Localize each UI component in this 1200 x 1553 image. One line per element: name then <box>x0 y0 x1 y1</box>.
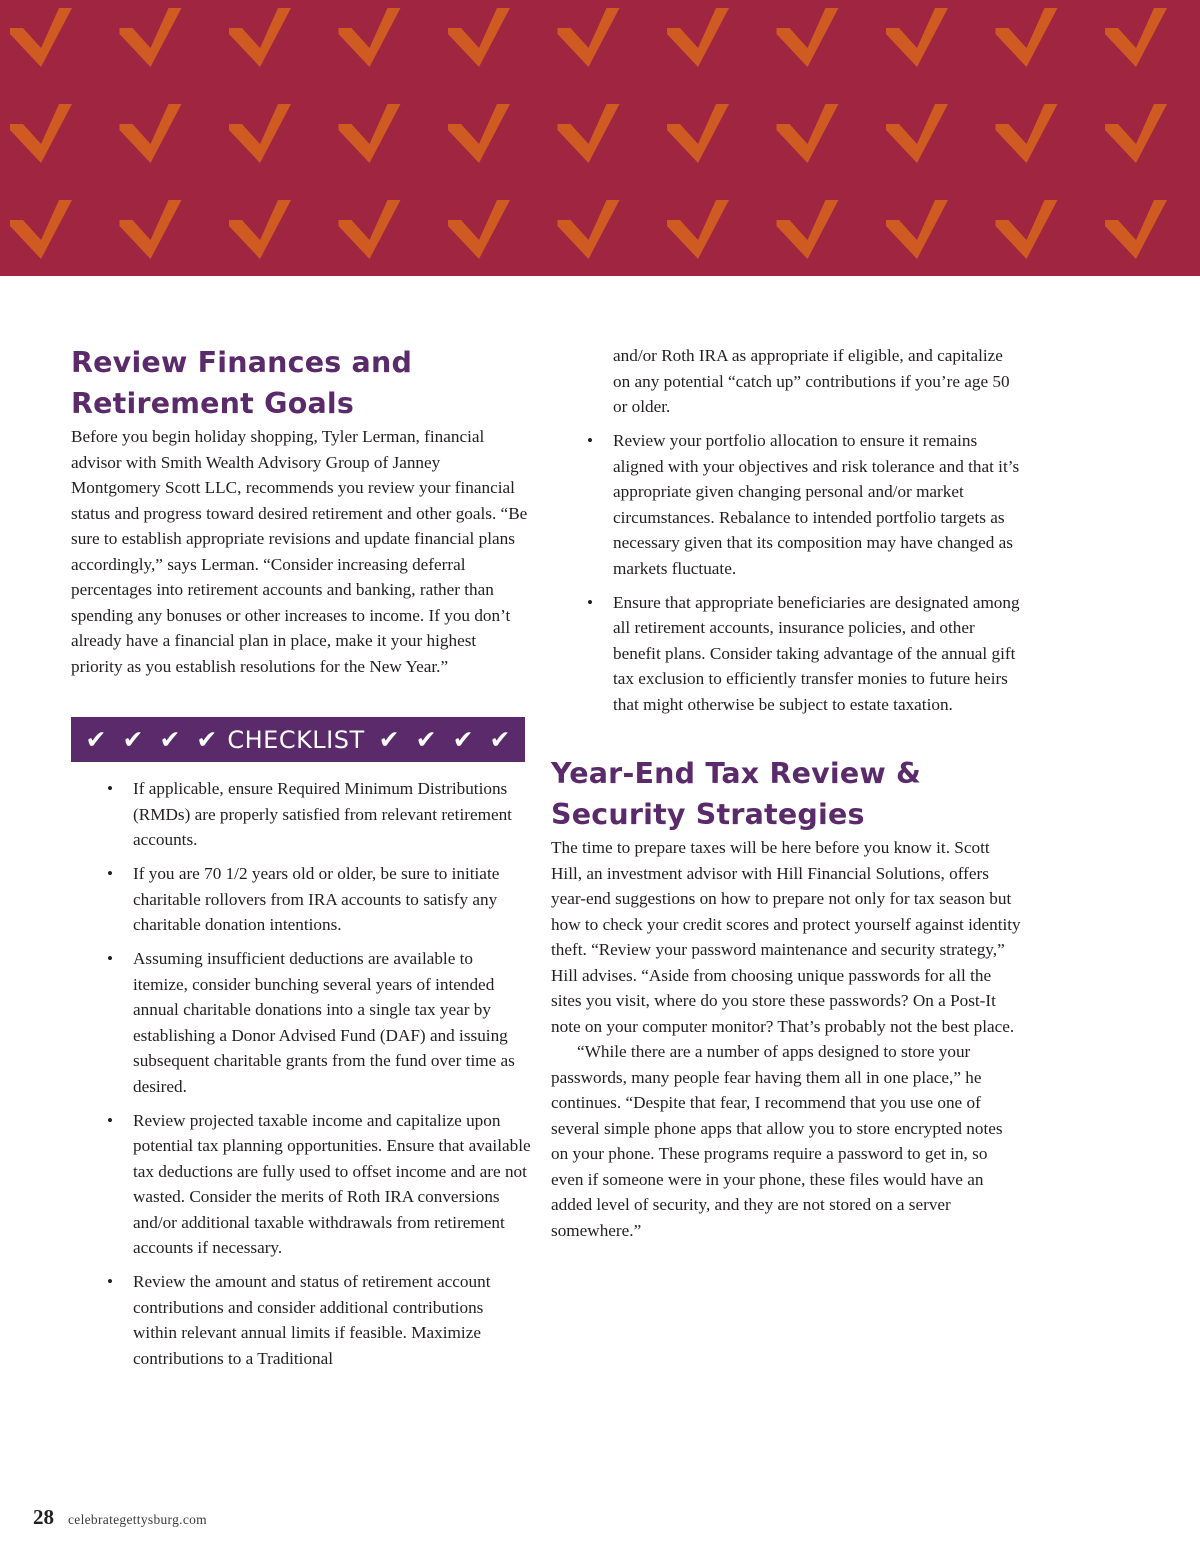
list-item: • Assuming insufficient deductions are available to itemize, consider bunching several years of intended annual charitable donations into a single tax year by establishing a Donor Advised Fund (DAF) and issuing subsequent charitable grants from the fund over time as desired. <box>71 946 531 1099</box>
finances-body: Before you begin holiday shopping, Tyler Lerman, financial advisor with Smith Wealth Advisory Group of Janney Montgomery Scott LLC, recommends you review your financial status and progress toward desired retirement and other goals. “Be sure to establish appropriate revisions and update financial plans accordingly,” says Lerman. “Consider increasing deferral percentages into retirement accounts and banking, rather than spending any bonuses or other increases to income. If you don’t already have a financial plan in place, make it your highest priority as you establish resolutions for the New Year.” <box>71 427 528 676</box>
check-chevron-icon <box>229 8 291 67</box>
finances-heading: Review Finances and Retirement Goals <box>71 346 413 420</box>
check-chevron-icon <box>558 200 620 259</box>
checklist-list-right <box>551 428 1021 717</box>
check-chevron-icon <box>1105 200 1167 259</box>
check-chevron-icon <box>886 200 948 259</box>
check-chevron-icon <box>10 200 72 259</box>
check-chevron-icon <box>996 104 1058 163</box>
list-item: • Review projected taxable income and capitalize upon potential tax planning opportunities. Ensure that available tax deductions are fully used to offset income and are not wasted. Consider the merits of Roth IRA conversions and/or additional taxable withdrawals from retirement accounts if necessary. <box>71 1108 531 1261</box>
check-chevron-icon <box>10 104 72 163</box>
page-footer <box>33 1505 207 1530</box>
check-chevron-icon <box>886 104 948 163</box>
check-chevron-icon <box>339 200 401 259</box>
checklist-label: CHECKLIST <box>227 725 365 754</box>
check-chevron-icon <box>1105 104 1167 163</box>
checkmark-icon: ✔ <box>159 725 181 754</box>
check-chevron-icon <box>777 200 839 259</box>
check-chevron-icon <box>120 200 182 259</box>
tax-paragraph-2: “While there are a number of apps designed to store your passwords, many people fear having them all in one place,” he continues. “Despite that fear, I recommend that you use one of several simple phone apps that allow you to store encrypted notes on your phone. These programs require a password to get in, so even if someone were in your phone, these files would have an added level of security, and they are not stored on a server somewhere.” <box>551 1042 1003 1240</box>
check-chevron-icon <box>667 104 729 163</box>
check-chevron-icon <box>120 104 182 163</box>
left-column <box>71 342 531 1380</box>
checkmark-icon: ✔ <box>378 725 400 754</box>
page-number: 28 <box>33 1505 54 1529</box>
checkmark-icon: ✔ <box>122 725 144 754</box>
check-chevron-icon <box>448 200 510 259</box>
check-chevron-icon <box>667 8 729 67</box>
check-chevron-icon <box>558 8 620 67</box>
bullet-icon: • <box>587 431 594 450</box>
check-chevron-icon <box>558 104 620 163</box>
list-item: • Review your portfolio allocation to ensure it remains aligned with your objectives and risk tolerance and that it’s appropriate given changing personal and/or market circumstances. Rebalance to intended portfolio targets as necessary given that its composition may have changed as markets fluctuate. <box>551 428 1021 581</box>
checkmark-icon: ✔ <box>415 725 437 754</box>
check-chevron-icon <box>667 200 729 259</box>
bullet-icon: • <box>107 864 114 883</box>
tax-heading: Year-End Tax Review & Security Strategies <box>551 757 922 831</box>
list-item: • Review the amount and status of retirement account contributions and consider additional contributions within relevant annual limits if feasible. Maximize contributions to a Traditional <box>71 1269 531 1371</box>
check-chevron-icon <box>229 104 291 163</box>
bullet-icon: • <box>587 592 594 612</box>
check-chevron-icon <box>229 200 291 259</box>
check-chevron-icon <box>10 8 72 67</box>
check-chevron-icon <box>777 104 839 163</box>
bullet-icon: • <box>107 1272 114 1291</box>
list-item: • If you are 70 1/2 years old or older, be sure to initiate charitable rollovers from IRA accounts to satisfy any charitable donation intentions. <box>71 861 531 938</box>
bullet-icon: • <box>107 949 114 968</box>
check-chevron-icon <box>120 8 182 67</box>
list-item: • If applicable, ensure Required Minimum Distributions (RMDs) are properly satisfied from relevant retirement accounts. <box>71 776 531 853</box>
checkmark-icon: ✔ <box>85 725 107 754</box>
chevron-pattern <box>0 0 1200 276</box>
bullet-icon: • <box>107 1110 114 1130</box>
list-item: • Ensure that appropriate beneficiaries are designated among all retirement accounts, insurance policies, and other benefit plans. Consider taking advantage of the annual gift tax exclusion to efficiently transfer monies to future heirs that might otherwise be subject to estate taxation. <box>551 590 1021 718</box>
check-chevron-icon <box>777 8 839 67</box>
check-chevron-icon <box>886 8 948 67</box>
check-chevron-icon <box>339 8 401 67</box>
check-chevron-icon <box>448 104 510 163</box>
header-banner <box>0 0 1200 276</box>
tax-paragraph-1: The time to prepare taxes will be here before you know it. Scott Hill, an investment advisor with Hill Financial Solutions, offers year-end suggestions on how to prepare not only for tax season but how to check your credit scores and protect yourself against identity theft. “Review your password maintenance and security strategy,” Hill advises. “Aside from choosing unique passwords for all the sites you visit, where do you store these passwords? On a Post-It note on your computer monitor? That’s probably not the best place. <box>551 838 1021 1036</box>
bullet-icon: • <box>107 779 114 798</box>
list-item-continued: and/or Roth IRA as appropriate if eligible, and capitalize on any potential “catch up” contributions if you’re age 50 or older. <box>613 346 1010 416</box>
checklist-banner <box>71 717 525 762</box>
check-chevron-icon <box>996 8 1058 67</box>
check-chevron-icon <box>1105 8 1167 67</box>
site-url: celebrategettysburg.com <box>68 1512 207 1527</box>
checklist-list-left <box>71 776 531 1371</box>
check-chevron-icon <box>448 8 510 67</box>
check-chevron-icon <box>996 200 1058 259</box>
check-chevron-icon <box>339 104 401 163</box>
checkmark-icon: ✔ <box>196 725 218 754</box>
right-column <box>551 343 1021 1243</box>
checkmark-icon: ✔ <box>489 725 511 754</box>
checkmark-icon: ✔ <box>452 725 474 754</box>
